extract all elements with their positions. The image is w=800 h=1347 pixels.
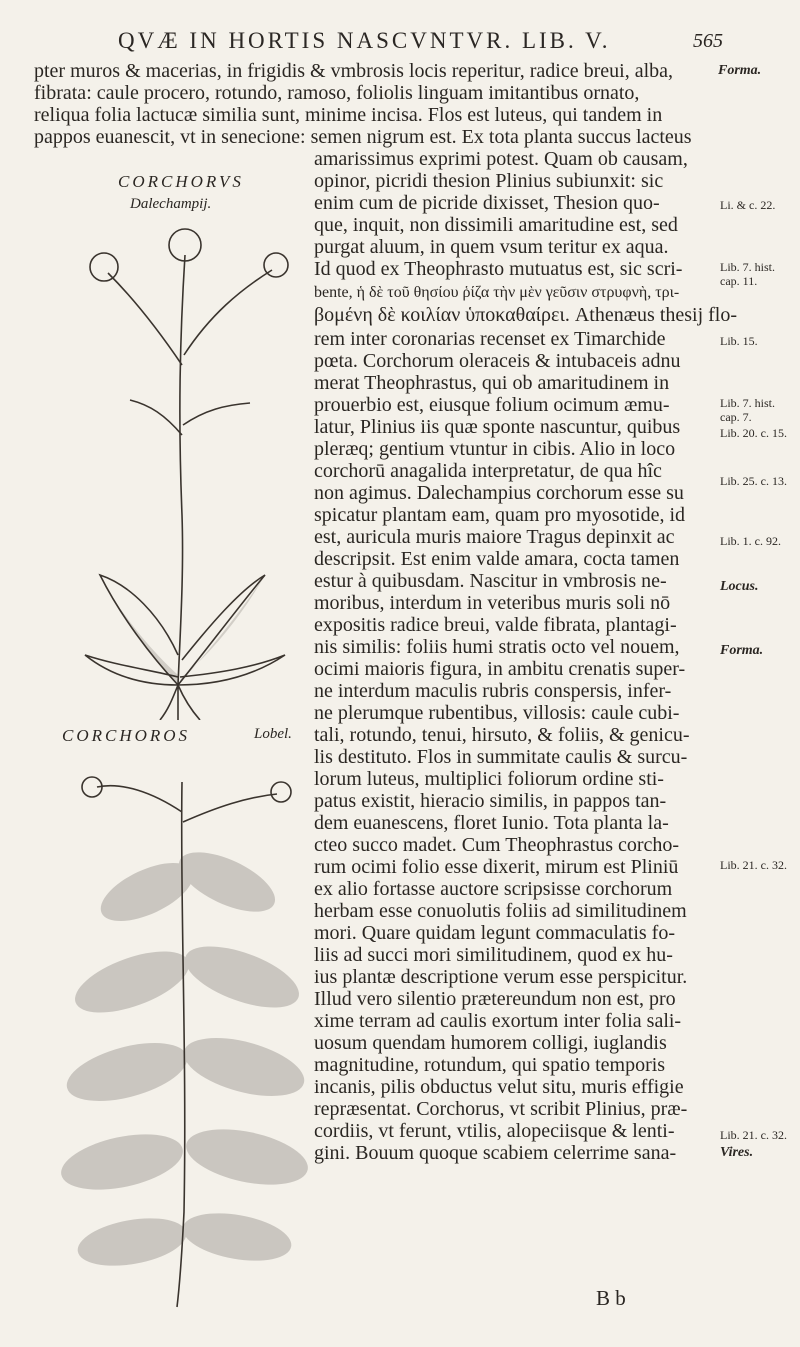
body-line: xime terram ad caulis exortum inter folia sali-: [314, 1010, 682, 1032]
body-line: liis ad succi mori similitudinem, quod ex hu-: [314, 944, 673, 966]
body-line: ex alio fortasse auctore scripsisse corchorum: [314, 878, 673, 900]
body-line: patus existit, hieracio similis, in pappos tan-: [314, 790, 667, 812]
body-line: nis similis: foliis humi stratis octo vel nouem,: [314, 636, 680, 658]
body-line: merat Theophrastus, qui ob amaritudinem in: [314, 372, 670, 394]
body-line: pleræq; gentium vtuntur in cibis. Alio in loco: [314, 438, 676, 460]
margin-note: Forma.: [718, 63, 762, 78]
body-line: βομένη δὲ κοιλίαν ὑποκαθαίρει. Athenæus thesij flo-: [314, 304, 738, 326]
body-line: amarissimus exprimi potest. Quam ob causam,: [314, 148, 688, 170]
body-line: ne plerumque rubentibus, villosis: caule cubi-: [314, 702, 680, 724]
body-line: Id quod ex Theophrasto mutuatus est, sic scri-: [314, 258, 683, 280]
body-line: repræsentat. Corchorus, vt scribit Plinius, præ-: [314, 1098, 688, 1120]
body-line: gini. Bouum quoque scabiem celerrime sana-: [314, 1142, 677, 1164]
body-line: corchorū anagalida interpretatur, de qua hîc: [314, 460, 662, 482]
body-line: bente, ἡ δὲ τοῦ θησίου ῥίζα τὴν μὲν γεῦσιν στρυφνὴ, τρι-: [314, 284, 680, 301]
body-line: incanis, pilis obductus velut situ, muris effigie: [314, 1076, 684, 1098]
body-line: herbam esse conuolutis foliis ad similitudinem: [314, 900, 687, 922]
body-line: prouerbio est, eiusque folium ocimum æmu-: [314, 394, 670, 416]
body-line: pappos euanescit, vt in senecione: semen nigrum est. Ex tota planta succus lacteus: [34, 126, 692, 148]
body-line: ocimi maioris figura, in ambitu crenatis super-: [314, 658, 686, 680]
body-line: estur à quibusdam. Nascitur in vmbrosis ne-: [314, 570, 667, 592]
body-line: purgat aluum, in quem vsum teritur ex aqua.: [314, 236, 669, 258]
body-line: opinor, picridi thesion Plinius subiunxit: sic: [314, 170, 664, 192]
signature-mark: B b: [596, 1286, 626, 1310]
body-line: moribus, interdum in veteribus muris soli nō: [314, 592, 671, 614]
body-line: descripsit. Est enim valde amara, cocta tamen: [314, 548, 680, 570]
margin-note: Lib. 20. c. 15.: [720, 426, 787, 440]
body-line: dem euanescens, floret Iunio. Tota planta la-: [314, 812, 669, 834]
figure-subtitle: Dalechampij.: [130, 196, 212, 212]
body-line: uosum quendam humorem colligi, iuglandis: [314, 1032, 667, 1054]
body-line: spicatur plantam eam, quam pro myosotide, id: [314, 504, 686, 526]
margin-note: Lib. 25. c. 13.: [720, 474, 787, 488]
body-line: lis destituto. Flos in summitate caulis & surcu-: [314, 746, 688, 768]
figure-subtitle: Lobel.: [254, 726, 292, 742]
margin-note: Lib. 15.: [720, 334, 758, 348]
page-number: 565: [693, 30, 723, 52]
corchoros-woodcut: [52, 752, 314, 1312]
figure-title: CORCHOROS: [62, 726, 191, 745]
body-line: ne interdum maculis rubris conspersis, infer-: [314, 680, 672, 702]
figure-title: CORCHORVS: [118, 172, 244, 191]
body-line: fibrata: caule procero, rotundo, ramoso, foliolis linguam imitantibus ornato,: [34, 82, 640, 104]
body-line: lorum luteus, multiplici foliorum ordine sti-: [314, 768, 664, 790]
body-line: est, auricula muris maiore Tragus depinxit ac: [314, 526, 675, 548]
margin-note: Vires.: [720, 1145, 754, 1160]
body-line: rem inter coronarias recenset ex Timarchide: [314, 328, 666, 350]
body-line: pter muros & macerias, in frigidis & vmbrosis locis reperitur, radice breui, alba,: [34, 60, 674, 82]
body-line: non agimus. Dalechampius corchorum esse su: [314, 482, 684, 504]
margin-note: Lib. 21. c. 32.: [720, 1128, 787, 1142]
body-line: cordiis, vt ferunt, vtilis, alopeciisque & lenti-: [314, 1120, 675, 1142]
body-line: Illud vero silentio prætereundum non est, pro: [314, 988, 676, 1010]
body-line: pœta. Corchorum oleraceis & intubaceis adnu: [314, 350, 681, 372]
body-line: ius plantæ descriptione verum esse perspicitur.: [314, 966, 688, 988]
body-line: latur, Plinius iis quæ sponte nascuntur, quibus: [314, 416, 681, 438]
body-line: rum ocimi folio esse dixerit, mirum est Pliniū: [314, 856, 679, 878]
body-line: expositis radice breui, valde fibrata, plantagi-: [314, 614, 677, 636]
margin-note: Locus.: [720, 579, 759, 594]
body-line: tali, rotundo, tenui, hirsuto, & foliis, & genicu-: [314, 724, 690, 746]
margin-note: Li. & c. 22.: [720, 198, 776, 212]
running-title: QVÆ IN HORTIS NASCVNTVR. LIB. V.: [118, 28, 611, 53]
body-line: enim cum de picride dixisset, Thesion quo-: [314, 192, 660, 214]
body-line: reliqua folia lactucæ similia sunt, minime incisa. Flos est luteus, qui tandem in: [34, 104, 663, 126]
margin-note: Lib. 1. c. 92.: [720, 534, 781, 548]
margin-note: Lib. 7. hist. cap. 11.: [720, 260, 776, 288]
body-line: cteo succo madet. Cum Theophrastus corcho-: [314, 834, 680, 856]
margin-note: Lib. 7. hist. cap. 7.: [720, 396, 776, 424]
margin-note: Lib. 21. c. 32.: [720, 858, 787, 872]
body-line: mori. Quare quidam legunt commaculatis fo-: [314, 922, 676, 944]
body-line: que, inquit, non dissimili amaritudine est, sed: [314, 214, 678, 236]
margin-note: Forma.: [720, 643, 764, 658]
corchorus-woodcut: [60, 215, 310, 720]
body-line: magnitudine, rotundum, qui spatio temporis: [314, 1054, 666, 1076]
